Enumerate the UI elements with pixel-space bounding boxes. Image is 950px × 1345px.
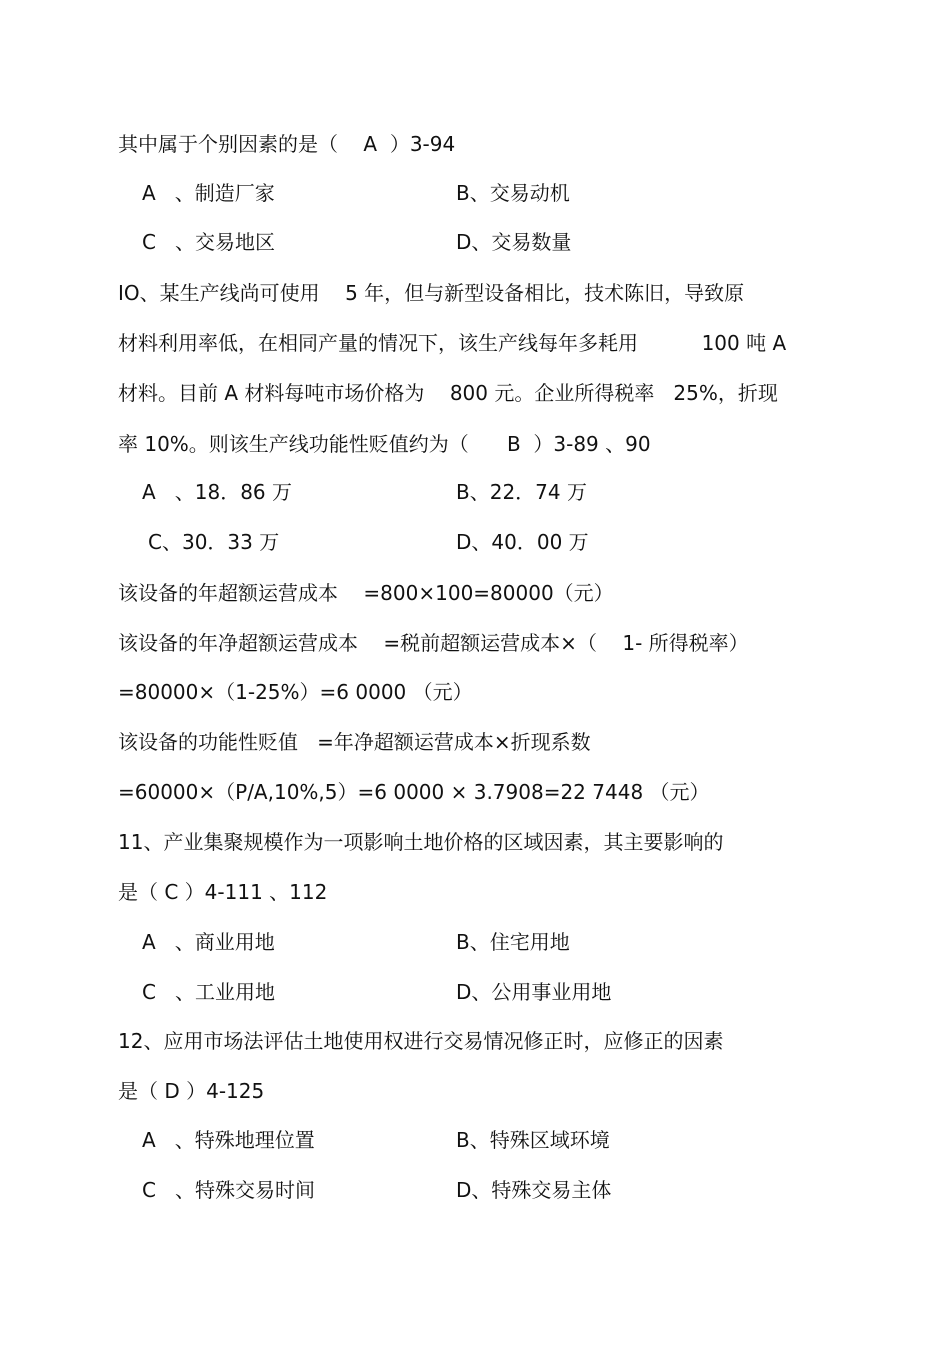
q10-line-3: 材料。目前 A 材料每吨市场价格为 800 元。企业所得税率 25%，折现 xyxy=(118,381,778,405)
intro-option-d: D、交易数量 xyxy=(456,230,572,254)
q10-line-4: 率 10%。则该生产线功能性贬值约为（ B ）3-89 、90 xyxy=(118,432,651,456)
q11-option-d: D、公用事业用地 xyxy=(456,980,612,1004)
q10-solution-line-3: =80000×（1-25%）=6 0000 （元） xyxy=(118,680,473,704)
q12-option-a: A 、特殊地理位置 xyxy=(142,1128,315,1152)
q10-option-a: A 、18．86 万 xyxy=(142,480,293,504)
q10-line-1: IO、某生产线尚可使用 5 年，但与新型设备相比，技术陈旧，导致原 xyxy=(118,281,745,305)
q10-solution-line-2: 该设备的年净超额运营成本 =税前超额运营成本×（ 1- 所得税率） xyxy=(118,631,749,655)
q10-option-b: B、22．74 万 xyxy=(456,480,587,504)
q10-solution-line-5: =60000×（P/A,10%,5）=6 0000 × 3.7908=22 7448 （元） xyxy=(118,780,710,804)
intro-question-line: 其中属于个别因素的是（ A ）3-94 xyxy=(118,132,456,156)
intro-option-b: B、交易动机 xyxy=(456,181,570,205)
q10-line-2: 材料利用率低，在相同产量的情况下，该生产线每年多耗用 100 吨 A xyxy=(118,331,787,355)
q10-option-d: D、40．00 万 xyxy=(456,530,589,554)
q12-option-d: D、特殊交易主体 xyxy=(456,1178,612,1202)
q10-option-c: C、30．33 万 xyxy=(148,530,280,554)
intro-option-c: C 、交易地区 xyxy=(142,230,276,254)
q12-option-c: C 、特殊交易时间 xyxy=(142,1178,316,1202)
q11-line-2: 是（ C ）4-111 、112 xyxy=(118,880,328,904)
q11-line-1: 11、产业集聚规模作为一项影响土地价格的区域因素，其主要影响的 xyxy=(118,830,724,854)
q12-line-2: 是（ D ）4-125 xyxy=(118,1079,265,1103)
q10-solution-line-1: 该设备的年超额运营成本 =800×100=80000（元） xyxy=(118,581,614,605)
intro-option-a: A 、制造厂家 xyxy=(142,181,275,205)
q12-option-b: B、特殊区域环境 xyxy=(456,1128,610,1152)
q10-solution-line-4: 该设备的功能性贬值 =年净超额运营成本×折现系数 xyxy=(118,730,591,754)
q11-option-c: C 、工业用地 xyxy=(142,980,276,1004)
q11-option-b: B、住宅用地 xyxy=(456,930,570,954)
q11-option-a: A 、商业用地 xyxy=(142,930,275,954)
q12-line-1: 12、应用市场法评估土地使用权进行交易情况修正时，应修正的因素 xyxy=(118,1029,724,1053)
